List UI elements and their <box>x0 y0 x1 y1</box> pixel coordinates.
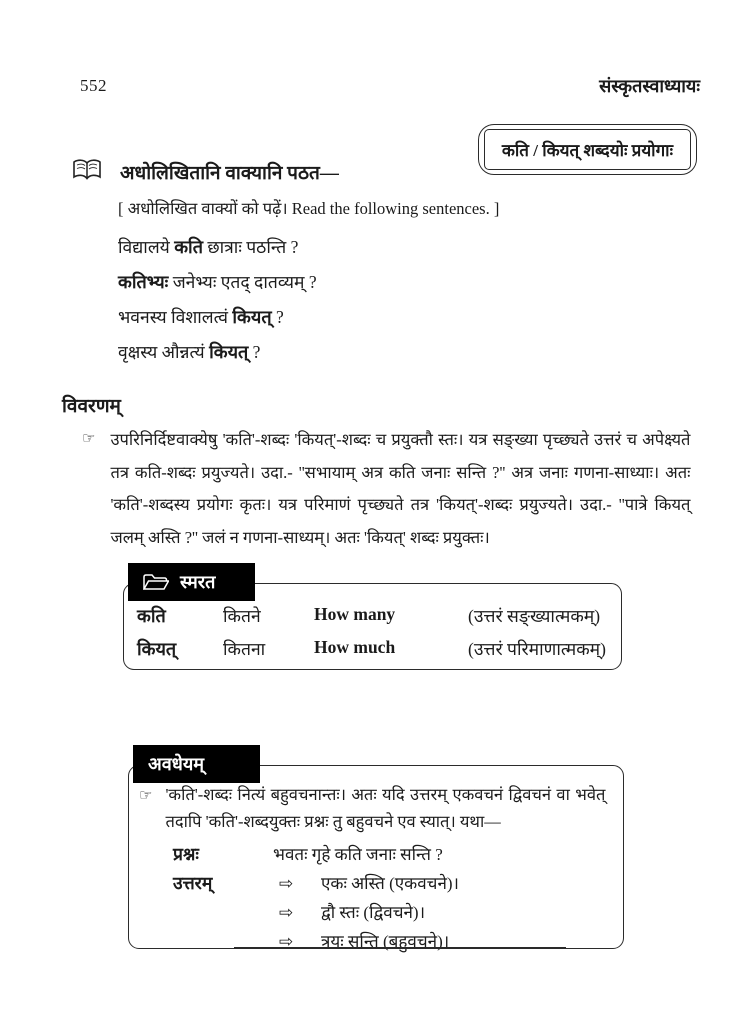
remember-box-tab <box>128 563 255 601</box>
table-cell: (उत्तरं परिमाणात्मकम्) <box>468 639 606 659</box>
table-cell: कितने <box>223 606 261 626</box>
table-cell: How much <box>314 637 396 657</box>
remember-box <box>123 572 622 670</box>
sentence: भवनस्य विशालत्वं कियत् ? <box>118 307 284 327</box>
sentence: कतिभ्यः जनेभ्यः एतद् दातव्यम् ? <box>118 272 317 292</box>
example-sentences <box>118 237 317 377</box>
note-box-tab <box>133 745 260 783</box>
note-text: 'कति'-शब्दः नित्यं बहुवचनान्तः। अतः यदि उत्तरम् एकवचनं द्विवचनं वा भवेत् तदापि 'कति'-शब्दयुक्तः प्रश्नः तु बहुवचने एव स्यात्। यथा— <box>165 785 606 831</box>
reading-heading: अधोलिखितानि वाक्यानि पठत— <box>120 163 339 184</box>
bottom-rule <box>234 947 566 949</box>
arrow-icon: ⇨ <box>279 874 294 893</box>
arrow-icon: ⇨ <box>279 903 294 922</box>
sentence: वृक्षस्य औन्नत्यं कियत् ? <box>118 342 261 362</box>
answer-text: एकः अस्ति (एकवचने)। <box>321 874 459 893</box>
explanation-paragraph <box>82 424 698 554</box>
answer-text: द्वौ स्तः (द्विवचने)। <box>321 903 426 922</box>
answer-label: उत्तरम् <box>173 873 213 893</box>
topic-box-title: कति / कियत् शब्दयोः प्रयोगाः <box>484 129 691 170</box>
note-box-title: अवधेयम् <box>148 754 205 774</box>
arrow-icon: ⇨ <box>279 932 294 951</box>
reading-subheading: [ अधोलिखित वाक्यों को पढ़ें। Read the following sentences. ] <box>118 199 500 218</box>
reading-instruction <box>72 159 339 185</box>
answer-text: त्रयः सन्ति (बहुवचने)। <box>321 932 450 951</box>
explanation-heading: विवरणम् <box>62 396 121 417</box>
question-answer-block <box>173 840 623 956</box>
table-cell: कति <box>137 606 166 626</box>
question-label: प्रश्नः <box>173 844 199 864</box>
page-number: 552 <box>80 76 107 95</box>
question-text: भवतः गृहे कति जनाः सन्ति ? <box>273 845 443 864</box>
running-title: संस्कृतस्वाध्यायः <box>599 76 700 96</box>
remember-box-title: स्मरत <box>180 572 216 592</box>
pointing-hand-icon: ☞ <box>139 788 153 804</box>
pointing-hand-icon: ☞ <box>82 431 96 447</box>
folder-icon <box>143 574 169 591</box>
table-cell: कियत् <box>137 639 177 659</box>
topic-box <box>478 124 697 175</box>
sentence: विद्यालये कति छात्राः पठन्ति ? <box>118 237 299 257</box>
explanation-text: उपरिनिर्दिष्टवाक्येषु 'कति'-शब्दः 'कियत्'-शब्दः च प्रयुक्तौ स्तः। यत्र सङ्ख्या पृच्छ्यते उत्तरं च अपेक्ष्यते तत्र कति-शब्दः प्रयुज्यते। उदा.- ''सभायाम् अत्र कति जनाः सन्ति ?'' अत्र जनाः गणना-साध्याः। अतः 'कति'-शब्दस्य प्रयोगः कृतः। यत्र परिमाणं पृच्छ्यते तत्र 'कियत्'-शब्दः प्रयुज्यते। उदा.- ''पात्रे कियत् जलम् अस्ति ?'' जलं न गणना-साध्यम्। अतः 'कियत्' शब्दः प्रयुक्तः। <box>110 430 691 547</box>
table-cell: How many <box>314 604 396 624</box>
table-cell: (उत्तरं सङ्ख्यात्मकम्) <box>468 606 601 626</box>
open-book-icon <box>72 159 102 182</box>
note-box <box>128 754 624 951</box>
table-cell: कितना <box>223 639 266 659</box>
